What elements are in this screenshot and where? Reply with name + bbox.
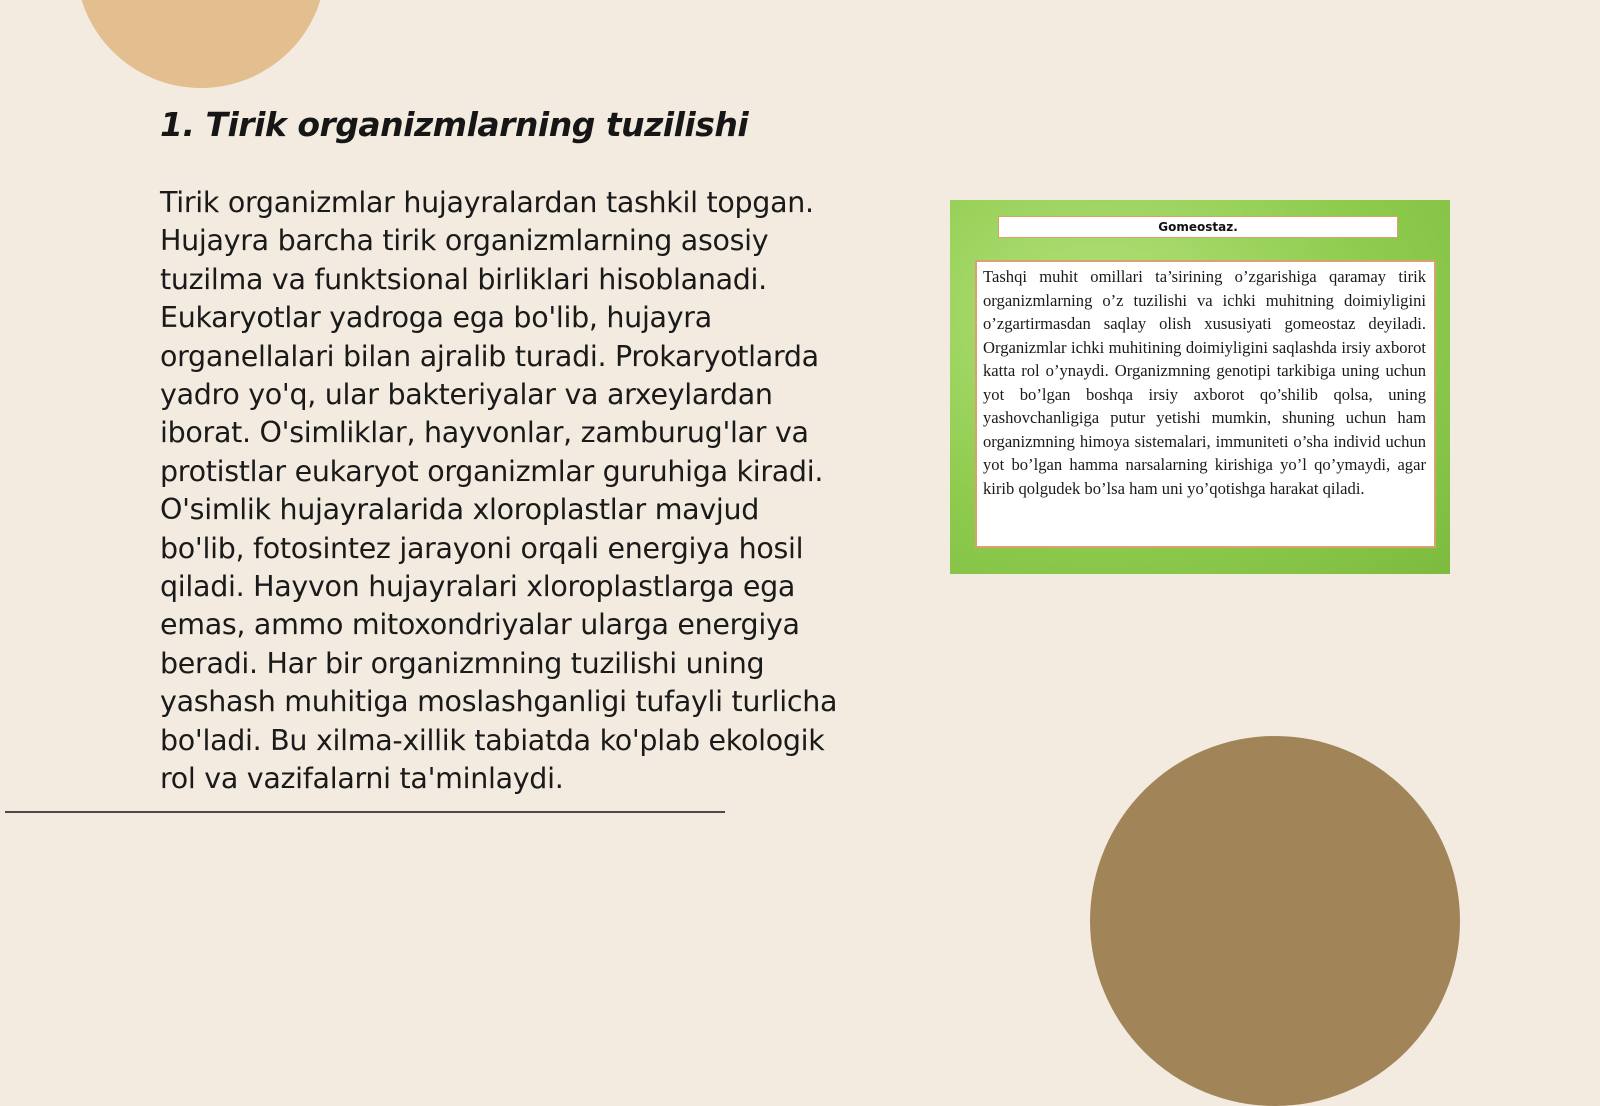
image-heading: Gomeostaz.: [998, 216, 1398, 238]
decorative-circle-bottom: [1090, 736, 1460, 1106]
divider-line: [5, 811, 725, 813]
decorative-circle-top: [76, 0, 326, 88]
image-text: Tashqi muhit omillari ta’sirining o’zgarishiga qaramay tirik organizmlarning o’z tuzilishi va ichki muhitning doimiyligini o’zgartirmasdan saqlay olish xususiyati gomeostaz deyiladi. Organizmlar ichki muhitining doimiyligini saqlashda irsiy axborot katta rol o’ynaydi. Organizmning genotipi tarkibiga uning uchun yot bo’lgan boshqa irsiy axborot qo’shilib qolsa, uning yashovchanligiga putur yetishi mumkin, shuning uchun ham organizmning himoya sistemalari, immuniteti o’sha individ uchun yot bo’lgan hamma narsalarning kirishiga yo’l qo’ymaydi, agar kirib qolgudek bo’lsa ham uni yo’qotishga harakat qiladi.: [975, 260, 1436, 548]
slide-body-text: Tirik organizmlar hujayralardan tashkil topgan. Hujayra barcha tirik organizmlarning asosiy tuzilma va funktsional birliklari hisoblanadi. Eukaryotlar yadroga ega bo'lib, hujayra organellalari bilan ajralib turadi. Prokaryotlarda yadro yo'q, ular bakteriyalar va arxeylardan iborat. O'simliklar, hayvonlar, zamburug'lar va protistlar eukaryot organizmlar guruhiga kiradi. O'simlik hujayralarida xloroplastlar mavjud bo'lib, fotosintez jarayoni orqali energiya hosil qiladi. Hayvon hujayralari xloroplastlarga ega emas, ammo mitoxondriyalar ularga energiya beradi. Har bir organizmning tuzilishi uning yashash muhitiga moslashganligi tufayli turlicha bo'ladi. Bu xilma-xillik tabiatda ko'plab ekologik rol va vazifalarni ta'minlaydi.: [160, 186, 838, 796]
gomeostaz-image: [950, 200, 1450, 574]
slide-title: 1. Tirik organizmlarning tuzilishi: [160, 105, 749, 144]
